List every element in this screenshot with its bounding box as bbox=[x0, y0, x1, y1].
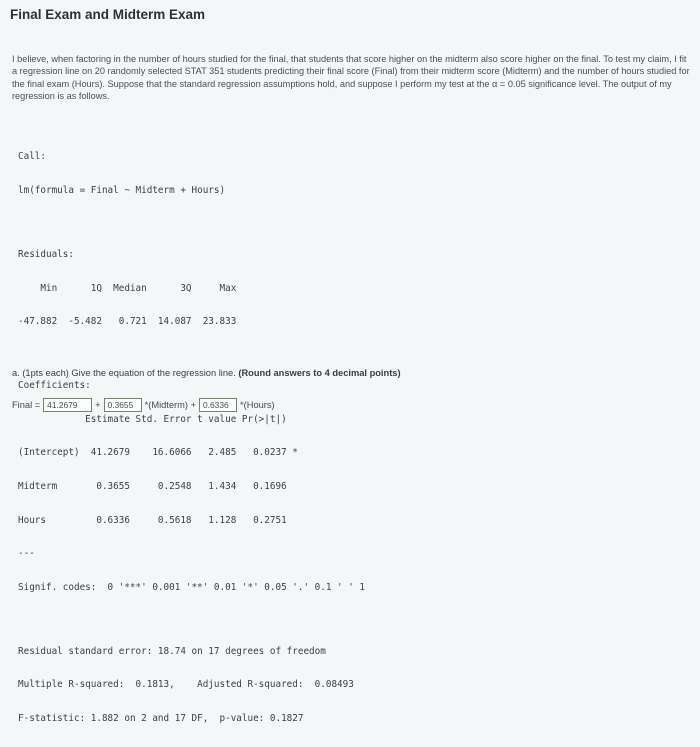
question-a bbox=[12, 368, 401, 378]
signif-codes: Signif. codes: 0 '***' 0.001 '**' 0.01 '*' 0.05 '.' 0.1 ' ' 1 bbox=[18, 581, 366, 593]
coefficients-header: Estimate Std. Error t value Pr(>|t|) bbox=[18, 413, 287, 425]
coefficients-label: Coefficients: bbox=[18, 380, 91, 392]
midterm-term-text: *(Midterm) + bbox=[144, 400, 197, 410]
question-label: a. (1pts each) bbox=[12, 368, 69, 378]
question-rounding-note: (Round answers to 4 decimal points) bbox=[238, 368, 401, 378]
residuals-header: Min 1Q Median 3Q Max bbox=[18, 282, 237, 294]
residual-standard-error: Residual standard error: 18.74 on 17 degrees of freedom bbox=[18, 645, 326, 657]
plus-sign: + bbox=[95, 400, 101, 410]
call-label: Call: bbox=[18, 151, 46, 163]
intercept-answer-field[interactable]: 41.2679 bbox=[43, 398, 92, 412]
coef-row-hours: Hours 0.6336 0.5618 1.128 0.2751 bbox=[18, 514, 287, 526]
r-squared: Multiple R-squared: 0.1813, Adjusted R-squared: 0.08493 bbox=[18, 679, 354, 691]
answer-row bbox=[12, 398, 275, 412]
residuals-values: -47.882 -5.482 0.721 14.087 23.833 bbox=[18, 316, 237, 328]
separator-line: --- bbox=[18, 548, 35, 560]
call-formula: lm(formula = Final ~ Midterm + Hours) bbox=[18, 185, 226, 196]
question-text: Give the equation of the regression line. bbox=[68, 368, 239, 378]
midterm-answer-field[interactable]: 0.3655 bbox=[104, 398, 142, 412]
regression-output bbox=[18, 129, 488, 747]
hours-term-text: *(Hours) bbox=[240, 400, 275, 410]
coef-row-intercept: (Intercept) 41.2679 16.6066 2.485 0.0237 * bbox=[18, 447, 298, 459]
answer-prefix: Final = bbox=[12, 400, 41, 410]
f-statistic: F-statistic: 1.882 on 2 and 17 DF, p-value: 0.1827 bbox=[18, 712, 304, 724]
coef-row-midterm: Midterm 0.3655 0.2548 1.434 0.1696 bbox=[18, 480, 287, 492]
problem-description: I believe, when factoring in the number of hours studied for the final, that students that score higher on the midterm also score higher on the final. To test my claim, I fit a regression line on 20 randomly selected STAT 351 students predicting their final score (Final) from their midterm score (Midterm) and the number of hours studied for the final exam (Hours). Suppose that the standard regression assumptions hold, and suppose I perform my test at the α = 0.05 significance level. The output of my regression is as follows. bbox=[12, 54, 690, 102]
hours-answer-field[interactable]: 0.6336 bbox=[199, 398, 237, 412]
page-title: Final Exam and Midterm Exam bbox=[10, 7, 206, 22]
residuals-label: Residuals: bbox=[18, 249, 74, 260]
